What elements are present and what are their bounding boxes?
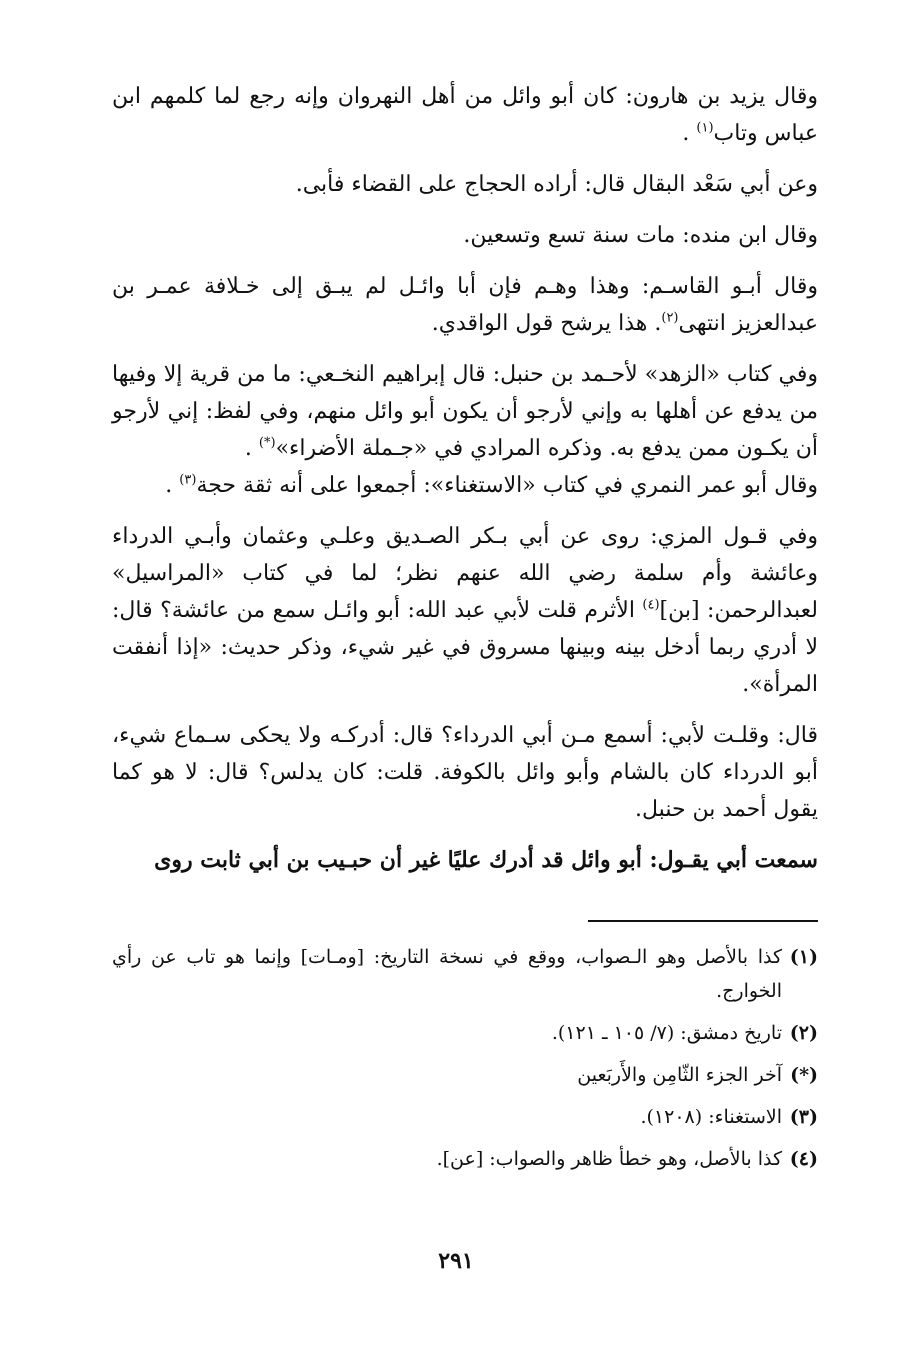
footnote-marker: (٣) <box>179 472 197 488</box>
paragraph-text: . هذا يرشح قول الواقدي. <box>431 311 662 336</box>
footnote-4 <box>112 1142 818 1176</box>
footnote-2 <box>112 1016 818 1050</box>
footnote-star <box>112 1058 818 1092</box>
footnote-number: (٤) <box>789 1148 818 1170</box>
footnote-number: (١) <box>789 946 818 968</box>
footnote-text: تاريخ دمشق: (٧/ ١٠٥ ـ ١٢١). <box>551 1022 782 1044</box>
footnote-1 <box>112 940 818 1008</box>
footnote-number: (٣) <box>789 1106 818 1128</box>
paragraph-text: وفي كتاب «الزهد» لأحـمد بن حنبل: قال إبراهيم النخـعي: ما من قرية إلا وفيها من يدفع عن أهلها به وإني لأرجو أن يكون أبو وائل منهم، وفي لفظ: إني لأرجو أن يكـون ممن يدفع به. وذكره المرادي في «جـملة الأضراء» <box>112 362 818 461</box>
paragraph-text: قال: وقلـت لأبي: أسمع مـن أبي الدرداء؟ قال: أدركـه ولا يحكى سـماع شيء، أبو الدرداء كان بالشام وأبو وائل بالكوفة. قلت: كان يدلس؟ قال: لا هو كما يقول أحمد بن حنبل. <box>112 723 818 822</box>
footnote-area <box>112 0 818 1363</box>
footnote-marker: (*) <box>258 435 276 451</box>
footnote-marker: (٤) <box>642 597 660 613</box>
footnote-marker: (١) <box>696 120 714 136</box>
paragraph-text: وعن أبي سَعْد البقال قال: أراده الحجاج على القضاء فأبى. <box>295 172 818 197</box>
footnote-text: آخر الجزء الثّامِن والأَربَعين <box>577 1064 782 1086</box>
footnote-marker: (٢) <box>661 310 679 326</box>
paragraph-text: وقال أبـو القاسـم: وهذا وهـم فإن أبا وائـل لم يبـق إلى خـلافة عمـر بن عبدالعزيز انتهى <box>112 274 818 336</box>
paragraph-text: وقال يزيد بن هارون: كان أبو وائل من أهل النهروان وإنه رجع لما كلمهم ابن عباس وتاب <box>112 84 818 146</box>
footnote-text: الاستغناء: (١٢٠٨). <box>640 1106 782 1128</box>
paragraph-text: . <box>682 121 697 146</box>
footnote-text: كذا بالأصل، وهو خطأ ظاهر والصواب: [عن]. <box>436 1148 782 1170</box>
paragraph-text: وفي قـول المزي: روى عن أبي بـكر الصـديق وعلـي وعثمان وأبـي الدرداء وعائشة وأم سلمة رضي الله عنهم نظر؛ لما في كتاب «المراسيل» لعبدالرحمن: [بن] <box>112 524 818 623</box>
footnote-text: كذا بالأصل وهو الـصواب، ووقع في نسخة التاريخ: [ومـات] وإنما هو تاب عن رأي الخوارج. <box>112 946 782 1002</box>
footnote-number: (٢) <box>789 1022 818 1044</box>
footnote-number: (*) <box>790 1064 818 1086</box>
paragraph-text: الأثرم قلت لأبي عبد الله: أبو وائـل سمع من عائشة؟ قال: لا أدري ربما أدخل بينه وبينها مسروق في غير شيء، وذكر حديث: «إذا أنفقت المرأة». <box>112 598 818 697</box>
paragraph-text: . <box>244 436 259 461</box>
page-number: ٢٩١ <box>438 1248 474 1274</box>
paragraph-text: سمعت أبي يقـول: أبو وائل قد أدرك عليًا غير أن حبـيب بن أبي ثابت روى <box>154 847 818 873</box>
paragraph-text: وقال أبو عمر النمري في كتاب «الاستغناء»: أجمعوا على أنه ثقة حجة <box>196 473 818 498</box>
footnotes <box>112 940 818 1184</box>
paragraph-text: وقال ابن منده: مات سنة تسع وتسعين. <box>463 223 818 248</box>
footnote-divider <box>588 920 818 922</box>
footnote-3 <box>112 1100 818 1134</box>
paragraph-text: . <box>165 473 180 498</box>
